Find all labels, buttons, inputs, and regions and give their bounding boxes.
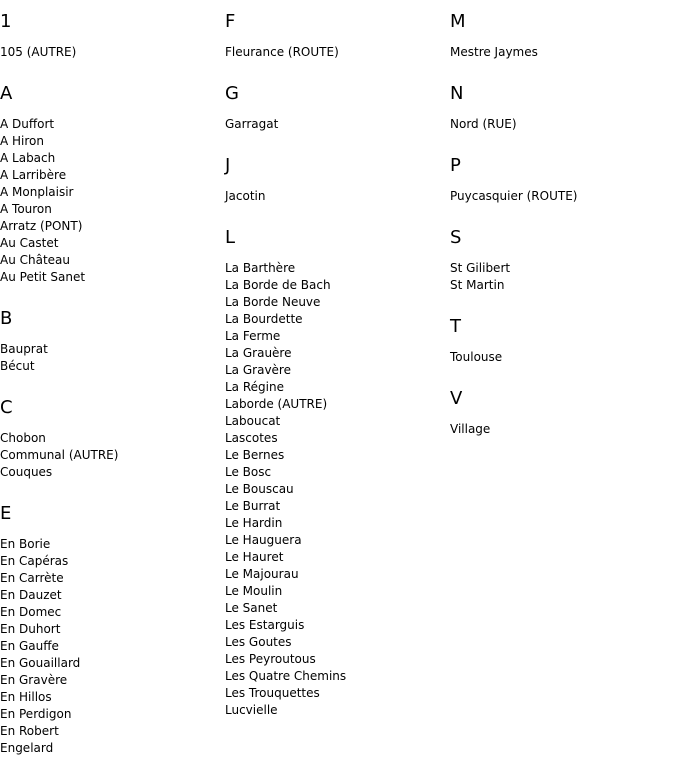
street-link[interactable]: Le Hauret (225, 550, 284, 564)
street-link[interactable]: En Borie (0, 537, 51, 551)
street-list (0, 536, 220, 757)
letter-heading: A (0, 83, 13, 104)
street-list (450, 349, 670, 366)
letter-group (450, 156, 670, 205)
street-list (0, 44, 220, 61)
street-link[interactable]: St Martin (450, 278, 505, 292)
letter-heading: S (450, 227, 462, 248)
letter-group (225, 12, 445, 61)
street-link[interactable]: Le Burrat (225, 499, 281, 513)
column-2 (225, 12, 445, 742)
letter-heading: C (0, 397, 13, 418)
letter-group (225, 228, 445, 719)
street-list (450, 116, 670, 133)
street-link[interactable]: Chobon (0, 431, 46, 445)
street-link[interactable]: Puycasquier (ROUTE) (450, 189, 578, 203)
letter-heading: L (225, 227, 236, 248)
letter-heading: G (225, 83, 239, 104)
street-link[interactable]: Le Bouscau (225, 482, 294, 496)
street-link[interactable]: Le Hauguera (225, 533, 302, 547)
street-link[interactable]: Mestre Jaymes (450, 45, 538, 59)
letter-group (0, 84, 220, 286)
street-link[interactable]: Les Estarguis (225, 618, 305, 632)
street-link[interactable]: Le Bosc (225, 465, 272, 479)
street-link[interactable]: Lascotes (225, 431, 278, 445)
street-link[interactable]: En Dauzet (0, 588, 62, 602)
street-link[interactable]: Les Trouquettes (225, 686, 320, 700)
street-link[interactable]: Le Sanet (225, 601, 278, 615)
street-link[interactable]: En Hillos (0, 690, 52, 704)
street-link[interactable]: La Borde Neuve (225, 295, 321, 309)
street-link[interactable]: A Duffort (0, 117, 55, 131)
letter-group (0, 309, 220, 375)
street-list (225, 44, 445, 61)
letter-heading: F (225, 11, 236, 32)
street-link[interactable]: La Ferme (225, 329, 281, 343)
letter-group (450, 12, 670, 61)
street-list (225, 260, 445, 719)
street-list (0, 341, 220, 375)
street-link[interactable]: En Perdigon (0, 707, 72, 721)
street-link[interactable]: Garragat (225, 117, 279, 131)
street-link[interactable]: Fleurance (ROUTE) (225, 45, 339, 59)
street-link[interactable]: En Capéras (0, 554, 69, 568)
street-link[interactable]: Communal (AUTRE) (0, 448, 119, 462)
street-link[interactable]: La Barthère (225, 261, 296, 275)
street-link[interactable]: Au Château (0, 253, 71, 267)
letter-heading: E (0, 503, 12, 524)
street-link[interactable]: Les Goutes (225, 635, 292, 649)
street-link[interactable]: Le Bernes (225, 448, 285, 462)
street-link[interactable]: 105 (AUTRE) (0, 45, 77, 59)
street-link[interactable]: Laborde (AUTRE) (225, 397, 328, 411)
street-link[interactable]: Le Hardin (225, 516, 283, 530)
street-link[interactable]: Arratz (PONT) (0, 219, 83, 233)
street-list (450, 421, 670, 438)
street-link[interactable]: Jacotin (225, 189, 266, 203)
street-link[interactable]: La Borde de Bach (225, 278, 331, 292)
letter-heading: M (450, 11, 466, 32)
street-link[interactable]: En Gravère (0, 673, 68, 687)
letter-group (450, 317, 670, 366)
street-link[interactable]: Les Quatre Chemins (225, 669, 347, 683)
letter-heading: 1 (0, 11, 12, 32)
street-link[interactable]: Laboucat (225, 414, 281, 428)
street-link[interactable]: St Gilibert (450, 261, 511, 275)
street-link[interactable]: A Labach (0, 151, 56, 165)
street-link[interactable]: La Gravère (225, 363, 291, 377)
street-link[interactable]: A Hiron (0, 134, 44, 148)
street-link[interactable]: En Duhort (0, 622, 61, 636)
street-link[interactable]: Au Castet (0, 236, 59, 250)
letter-group (0, 398, 220, 481)
street-link[interactable]: Le Moulin (225, 584, 283, 598)
letter-heading: J (225, 155, 231, 176)
letter-group (225, 156, 445, 205)
street-link[interactable]: En Carrète (0, 571, 64, 585)
street-list (450, 188, 670, 205)
street-link[interactable]: Nord (RUE) (450, 117, 517, 131)
letter-heading: N (450, 83, 464, 104)
street-link[interactable]: La Grauère (225, 346, 292, 360)
street-list (450, 44, 670, 61)
street-link[interactable]: La Bourdette (225, 312, 303, 326)
street-link[interactable]: Le Majourau (225, 567, 299, 581)
street-link[interactable]: A Monplaisir (0, 185, 74, 199)
street-link[interactable]: A Touron (0, 202, 52, 216)
letter-heading: P (450, 155, 461, 176)
street-list (0, 116, 220, 286)
street-list (0, 430, 220, 481)
letter-group (225, 84, 445, 133)
street-list (450, 260, 670, 294)
street-link[interactable]: Bécut (0, 359, 35, 373)
street-link[interactable]: Village (450, 422, 491, 436)
letter-heading: T (450, 316, 461, 337)
street-link[interactable]: Au Petit Sanet (0, 270, 86, 284)
letter-group (450, 228, 670, 294)
street-link[interactable]: A Larribère (0, 168, 67, 182)
letter-heading: V (450, 388, 463, 409)
column-3 (450, 12, 670, 461)
street-link[interactable]: Bauprat (0, 342, 48, 356)
street-link[interactable]: En Gouaillard (0, 656, 81, 670)
street-link[interactable]: En Robert (0, 724, 59, 738)
street-link[interactable]: Les Peyroutous (225, 652, 316, 666)
letter-group (450, 84, 670, 133)
street-link[interactable]: Engelard (0, 741, 54, 755)
street-link[interactable]: Lucvielle (225, 703, 278, 717)
street-list (225, 116, 445, 133)
letter-group (0, 12, 220, 61)
street-list (225, 188, 445, 205)
letter-group (450, 389, 670, 438)
letter-heading: B (0, 308, 13, 329)
street-link[interactable]: Couques (0, 465, 53, 479)
street-link[interactable]: En Gauffe (0, 639, 59, 653)
street-link[interactable]: La Régine (225, 380, 284, 394)
letter-group (0, 504, 220, 757)
street-link[interactable]: Toulouse (450, 350, 503, 364)
street-link[interactable]: En Domec (0, 605, 62, 619)
column-1 (0, 12, 220, 780)
